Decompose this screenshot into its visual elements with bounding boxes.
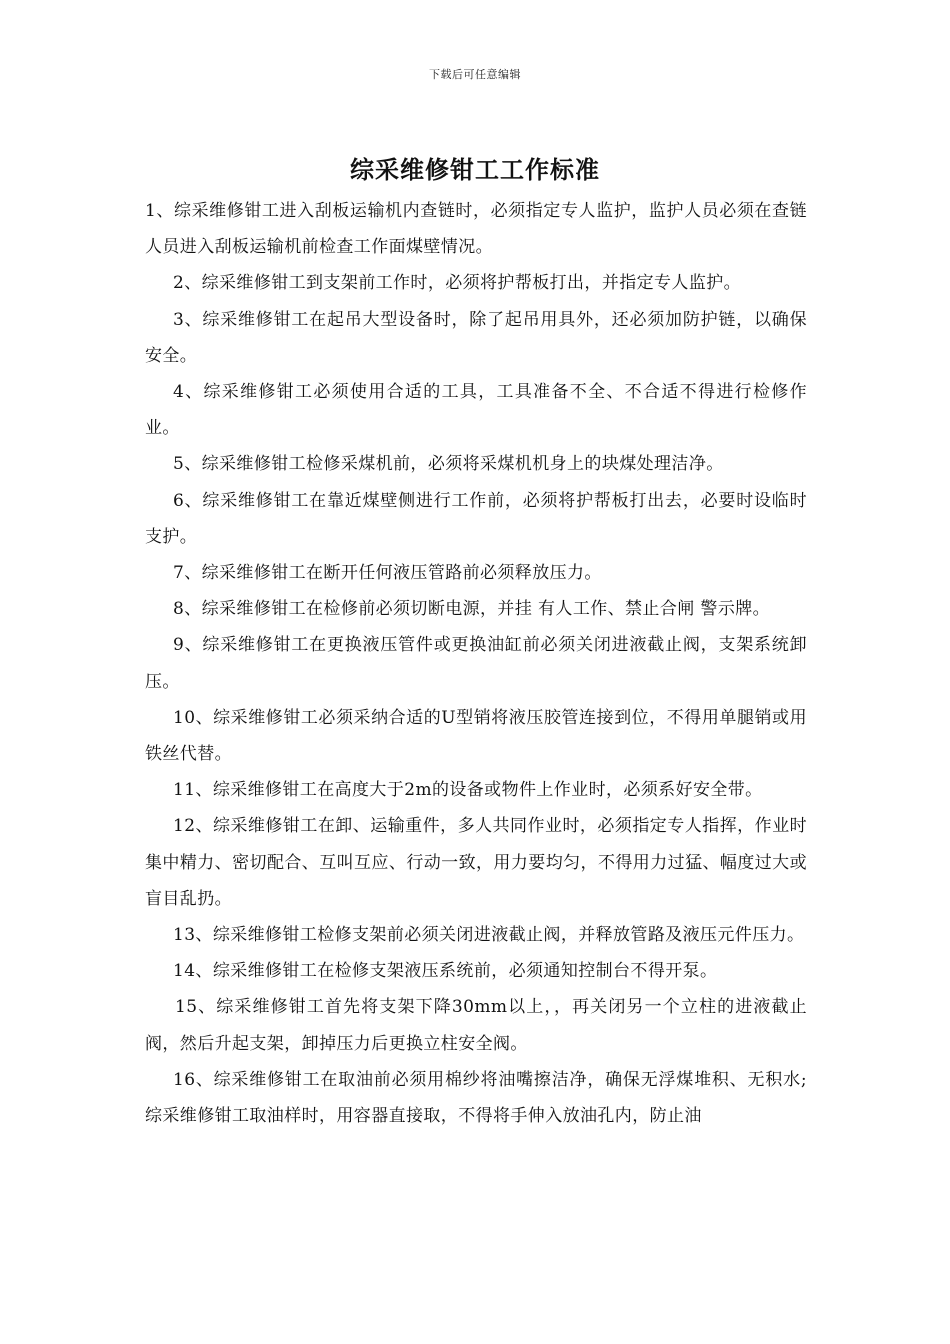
paragraph-8: 8、综采维修钳工在检修前必须切断电源，并挂 有人工作、禁止合闸 警示牌。 — [173, 599, 771, 620]
paragraph-10: 10、综采维修钳工必须采纳合适的U型销将液压胶管连接到位，不得用单腿销或用铁丝代替。 — [145, 707, 807, 765]
paragraph-12: 12、综采维修钳工在卸、运输重件，多人共同作业时，必须指定专人指挥，作业时集中精力、密切配合、互叫互应、行动一致，用力要均匀，不得用力过猛、幅度过大或盲目乱扔。 — [145, 816, 807, 909]
paragraph-1: 1、综采维修钳工进入刮板运输机内查链时，必须指定专人监护，监护人员必须在查链人员进入刮板运输机前检查工作面煤壁情况。 — [145, 201, 807, 258]
paragraph-14: 14、综采维修钳工在检修支架液压系统前，必须通知控制台不得开泵。 — [173, 961, 718, 982]
paragraph-13: 13、综采维修钳工检修支架前必须关闭进液截止阀，并释放管路及液压元件压力。 — [173, 925, 805, 946]
paragraph-3: 3、综采维修钳工在起吊大型设备时，除了起吊用具外，还必须加防护链，以确保安全。 — [145, 309, 807, 366]
paragraph-11: 11、综采维修钳工在高度大于2m的设备或物件上作业时，必须系好安全带。 — [173, 780, 763, 801]
paragraph-6: 6、综采维修钳工在靠近煤壁侧进行工作前，必须将护帮板打出去，必要时设临时支护。 — [145, 490, 807, 547]
paragraph-5: 5、综采维修钳工检修采煤机前，必须将采煤机机身上的块煤处理洁净。 — [173, 454, 724, 475]
document-body — [145, 193, 807, 1134]
page-title: 综采维修钳工工作标准 — [350, 156, 600, 184]
header-note: 下载后可任意编辑 — [429, 68, 521, 81]
paragraph-4: 4、综采维修钳工必须使用合适的工具，工具准备不全、不合适不得进行检修作业。 — [145, 382, 807, 439]
paragraph-9: 9、综采维修钳工在更换液压管件或更换油缸前必须关闭进液截止阀，支架系统卸压。 — [145, 635, 807, 692]
paragraph-7: 7、综采维修钳工在断开任何液压管路前必须释放压力。 — [173, 563, 602, 584]
paragraph-2: 2、综采维修钳工到支架前工作时，必须将护帮板打出，并指定专人监护。 — [173, 273, 742, 294]
paragraph-16: 16、综采维修钳工在取油前必须用棉纱将油嘴擦洁净，确保无浮煤堆积、无积水;综采维修钳工取油样时，用容器直接取，不得将手伸入放油孔内，防止油 — [145, 1069, 807, 1127]
paragraph-15: 15、综采维修钳工首先将支架下降30mm以上，，再关闭另一个立柱的进液截止阀，然后升起支架，卸掉压力后更换立柱安全阀。 — [145, 997, 807, 1054]
